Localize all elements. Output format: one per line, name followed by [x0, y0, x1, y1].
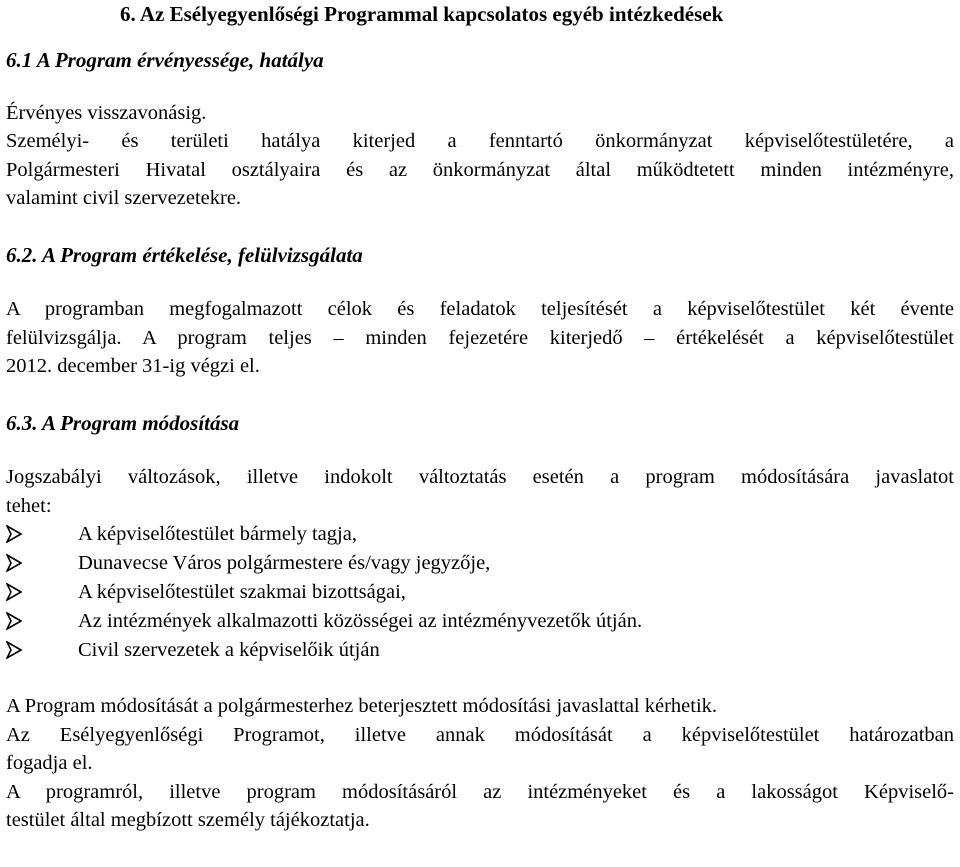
list-item-text: A képviselőtestület szakmai bizottságai, [78, 581, 406, 603]
arrowhead-bullet-icon [6, 549, 78, 578]
text-line: testület által megbízott személy tájékoztatja. [6, 809, 370, 831]
proposer-list [6, 520, 954, 665]
scope-paragraph [6, 127, 954, 213]
arrowhead-bullet-icon [6, 607, 78, 636]
text-line: 2012. december 31-ig végzi el. [6, 355, 260, 377]
page-title: 6. Az Esélyegyenlőségi Programmal kapcsolatos egyéb intézkedések [120, 2, 724, 26]
text-line: Jogszabályi változások, illetve indokolt változtatás esetén a program módosítására javaslatot [6, 466, 954, 488]
arrowhead-bullet-icon [6, 520, 78, 549]
arrowhead-bullet-icon [6, 636, 78, 665]
section-heading-6-3: 6.3. A Program módosítása [6, 410, 240, 435]
document-page [6, 0, 954, 835]
closing-paragraph [6, 692, 954, 835]
list-item [6, 636, 954, 665]
list-item [6, 520, 954, 549]
list-item-text: A képviselőtestület bármely tagja, [78, 523, 357, 545]
modification-intro [6, 463, 954, 520]
text-line: valamint civil szervezetekre. [6, 187, 242, 209]
list-item [6, 549, 954, 578]
text-line: felülvizsgálja. A program teljes – minden fejezetére kiterjedő – értékelését a képviselőtestület [6, 326, 954, 349]
list-item-text: Dunavecse Város polgármestere és/vagy jegyzője, [78, 552, 491, 574]
validity-line: Érvényes visszavonásig. [6, 101, 207, 124]
section-heading-6-1: 6.1 A Program érvényessége, hatálya [6, 48, 324, 72]
text-line: Polgármesteri Hivatal osztályaira és az önkormányzat által működtetett minden intézményre, [6, 158, 954, 181]
text-line: tehet: [6, 494, 52, 517]
text-line: A Program módosítását a polgármesterhez beterjesztett módosítási javaslattal kérhetik. [6, 695, 718, 717]
text-line: A programról, illetve program módosításáról az intézményeket és a lakosságot Képviselő- [6, 780, 954, 803]
list-item [6, 607, 954, 636]
text-line: Az Esélyegyenlőségi Programot, illetve annak módosítását a képviselőtestület határozatban [6, 723, 954, 746]
list-item [6, 578, 954, 607]
list-item-text: Civil szervezetek a képviselőik útján [78, 639, 380, 661]
text-line: fogadja el. [6, 752, 93, 774]
section-heading-6-2: 6.2. A Program értékelése, felülvizsgálata [6, 242, 363, 267]
text-line: Személyi- és területi hatálya kiterjed a fenntartó önkormányzat képviselőtestületére, a [6, 130, 954, 152]
list-item-text: Az intézmények alkalmazotti közösségei az intézményvezetők útján. [78, 610, 643, 632]
text-line: A programban megfogalmazott célok és feladatok teljesítését a képviselőtestület két évente [6, 298, 954, 320]
arrowhead-bullet-icon [6, 578, 78, 607]
evaluation-paragraph [6, 295, 954, 381]
